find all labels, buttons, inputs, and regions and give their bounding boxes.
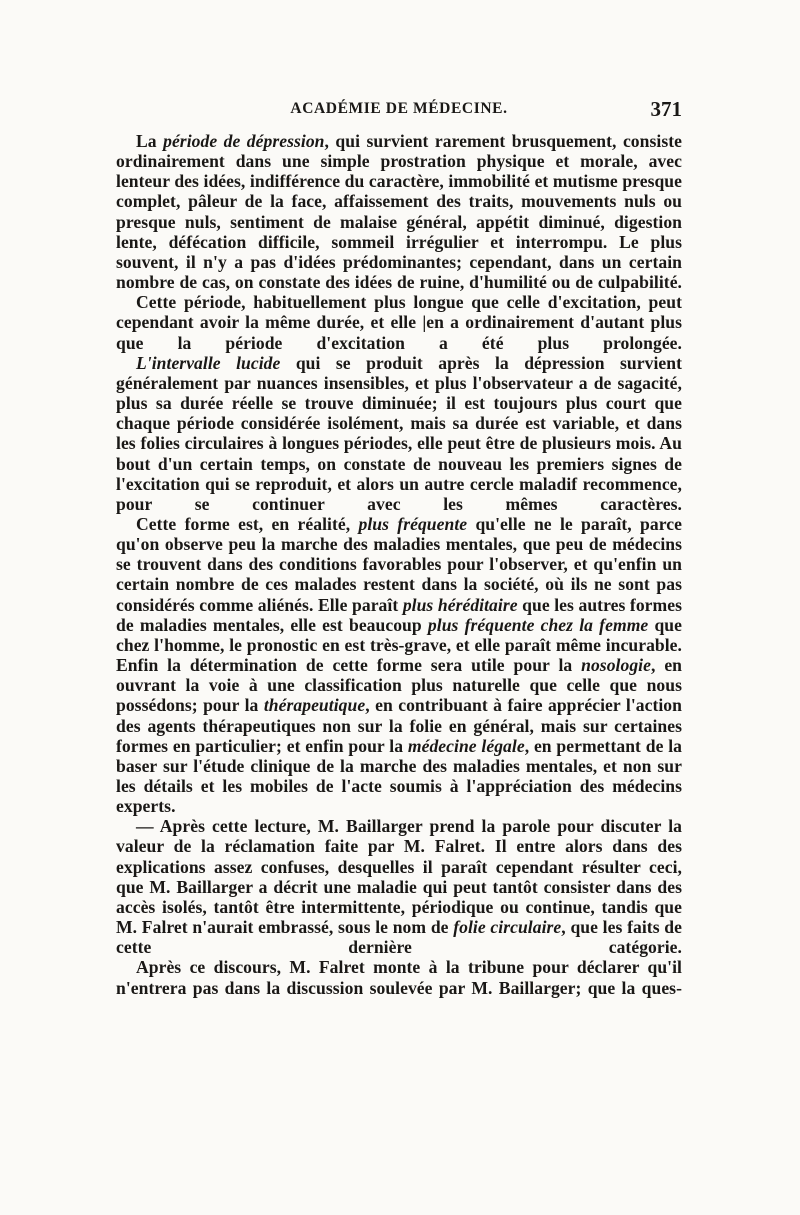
paragraph-falret [116, 957, 682, 997]
text-run: Après ce discours, M. Falret monte à la tribune pour déclarer qu'il n'entrera pas dans la discussion soulevée par M. Baillarger; que la ques- [116, 957, 682, 998]
text-run: La [136, 131, 164, 151]
text-run: que chez l'homme, le pronostic en est très-grave, et elle paraît même incurable. Enfin la détermination de cette forme sera utile pour la [116, 614, 682, 676]
text-run: , en permettant de la baser sur l'étude clinique de la marche des maladies mentales, et non sur les détails et les mobiles de l'acte soumis à l'appréciation des médecins experts. [116, 735, 683, 817]
italic-term: L'intervalle lucide [136, 352, 281, 373]
page-number: 371 [650, 97, 682, 121]
italic-term: médecine légale [407, 735, 525, 756]
text-run: Cette période, habituellement plus longue que celle d'excitation, peut cependant avoir la même durée, et elle |en a ordinairement d'autant plus que la période d'excitation a été plus prolongée. [116, 292, 682, 353]
running-head [116, 97, 682, 124]
italic-term: thérapeutique [263, 695, 366, 716]
italic-term: plus fréquente [358, 513, 468, 534]
body-text [116, 131, 682, 998]
text-run: Cette forme est, en réalité, [136, 513, 359, 534]
text-run: — Après cette lecture, M. Baillarger prend la parole pour discuter la valeur de la réclamation faite par M. Falret. Il entre alors dans des explications assez confuses, desquelles il paraît cependant résulter ceci, que M. Baillarger a décrit une maladie qui peut tantôt consister dans des accès isolés, tantôt être intermittente, périodique ou continue, tandis que M. Falret n'aurait embrassé, sous le nom de [116, 816, 682, 938]
italic-term: période de dépression [163, 131, 325, 151]
text-run: , qui survient rarement brusquement, consiste ordinairement dans une simple prostration physique et morale, avec lenteur des idées, indifférence du caractère, immobilité et mutisme presque complet, pâleur de la face, affaissement des traits, mouvements nuls ou presque nuls, sentiment de malaise général, appétit diminué, digestion lente, défécation difficile, sommeil irrégulier et interrompu. Le plus souvent, il n'y a pas d'idées prédominantes; cependant, dans un certain nombre de cas, on constate des idées de ruine, d'humilité ou de culpabilité. [116, 131, 682, 293]
paragraph-lucid-interval [116, 353, 682, 514]
text-run: qu'elle ne le paraît, parce qu'on observe peu la marche des maladies mentales, que peu de médecins se trouvent dans des conditions favorables pour l'observer, et qu'enfin un certain nombre de ces malades restent dans la société, où ils ne sont pas considérés comme aliénés. Elle paraît [116, 513, 682, 615]
italic-term: nosologie [581, 655, 651, 676]
paragraph-duration [116, 292, 682, 352]
text-run: , en ouvrant la voie à une classification plus naturelle que celle que nous possédons; pour la [116, 655, 683, 716]
text-run: que les autres formes de maladies mentales, elle est beaucoup [116, 594, 683, 635]
paragraph-baillarger [116, 816, 682, 957]
italic-term: folie circulaire [453, 917, 562, 938]
text-run: , en contribuant à faire apprécier l'action des agents thérapeutiques non sur la folie en général, mais sur certaines formes en particulier; et enfin pour la [116, 695, 682, 756]
paragraph-depression [116, 131, 682, 292]
running-title: ACADÉMIE DE MÉDECINE. [290, 100, 508, 117]
italic-term: plus héréditaire [402, 594, 518, 615]
paragraph-frequency [116, 514, 682, 816]
italic-term: plus fréquente chez la femme [427, 614, 649, 635]
text-run: qui se produit après la dépression survient généralement par nuances insensibles, et plus l'observateur a de sagacité, plus sa durée réelle se trouve diminuée; il est toujours plus court que chaque période considérée isolément, mais sa durée est variable, et dans les folies circulaires à longues périodes, elle peut être de plusieurs mois. Au bout d'un certain temps, on constate de nouveau les premiers signes de l'excitation qui se reproduit, et alors un autre cercle maladif recommence, pour se continuer avec les mêmes caractères. [116, 352, 682, 514]
text-run: , que les faits de cette dernière catégorie. [116, 917, 682, 958]
